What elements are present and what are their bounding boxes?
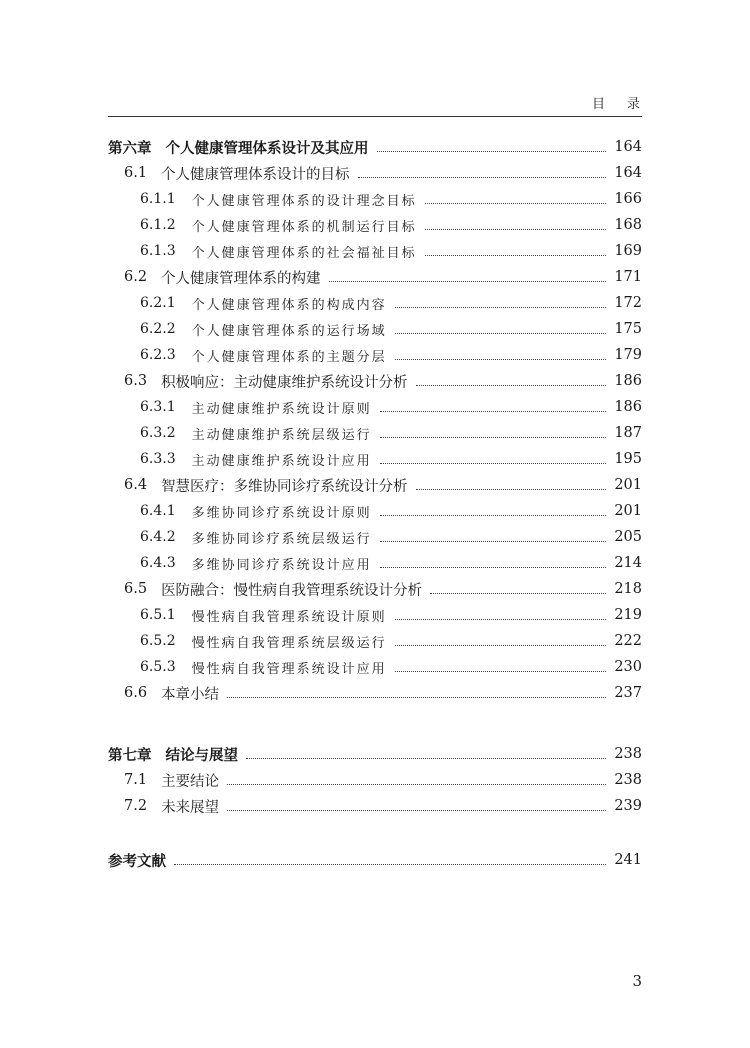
entry-title: 个人健康管理体系的主题分层 bbox=[191, 349, 387, 365]
entry-page: 237 bbox=[614, 685, 642, 701]
toc-entry-6-1-3[interactable] bbox=[108, 238, 642, 264]
toc-entry-6-2-2[interactable] bbox=[108, 316, 642, 342]
entry-title: 医防融合：慢性病自我管理系统设计分析 bbox=[161, 582, 423, 599]
leader-dots bbox=[358, 177, 607, 178]
entry-page: 201 bbox=[614, 477, 642, 493]
toc-entry-references[interactable] bbox=[108, 847, 642, 873]
entry-title: 个人健康管理体系设计的目标 bbox=[161, 166, 350, 183]
toc-entry-6-3-2[interactable] bbox=[108, 420, 642, 446]
entry-number: 6.3.1 bbox=[140, 399, 176, 415]
entry-title: 多维协同诊疗系统层级运行 bbox=[191, 531, 372, 547]
entry-page: 238 bbox=[614, 746, 642, 762]
toc-entry-6-2[interactable] bbox=[108, 264, 642, 290]
entry-page: 166 bbox=[614, 191, 642, 207]
leader-dots bbox=[430, 593, 606, 594]
entry-title: 个人健康管理体系的构建 bbox=[161, 270, 321, 287]
leader-dots bbox=[425, 229, 607, 230]
entry-page: 222 bbox=[614, 633, 642, 649]
entry-number: 6.2.2 bbox=[140, 321, 176, 337]
entry-page: 164 bbox=[614, 139, 642, 155]
entry-title: 个人健康管理体系的社会福祉目标 bbox=[191, 245, 417, 261]
leader-dots bbox=[380, 411, 607, 412]
entry-title: 主动健康维护系统设计原则 bbox=[191, 401, 372, 417]
toc-entry-6-5-3[interactable] bbox=[108, 654, 642, 680]
entry-page: 214 bbox=[614, 555, 642, 571]
entry-number: 6.1 bbox=[124, 165, 148, 181]
entry-title: 多维协同诊疗系统设计应用 bbox=[191, 557, 372, 573]
toc-entry-6-5-2[interactable] bbox=[108, 628, 642, 654]
leader-dots bbox=[246, 758, 606, 759]
toc-entry-6-4-3[interactable] bbox=[108, 550, 642, 576]
leader-dots bbox=[174, 864, 606, 865]
toc-entry-6-6[interactable] bbox=[108, 680, 642, 706]
entry-title: 多维协同诊疗系统设计原则 bbox=[191, 505, 372, 521]
entry-number: 6.4.2 bbox=[140, 529, 176, 545]
leader-dots bbox=[380, 437, 607, 438]
toc-entry-6-4[interactable] bbox=[108, 472, 642, 498]
leader-dots bbox=[227, 810, 606, 811]
toc-entry-6-3-1[interactable] bbox=[108, 394, 642, 420]
leader-dots bbox=[380, 567, 607, 568]
entry-page: 230 bbox=[614, 659, 642, 675]
entry-title: 本章小结 bbox=[161, 686, 220, 703]
toc-entry-6-5[interactable] bbox=[108, 576, 642, 602]
entry-number: 6.3.2 bbox=[140, 425, 176, 441]
leader-dots bbox=[395, 333, 607, 334]
entry-title: 积极响应：主动健康维护系统设计分析 bbox=[161, 374, 408, 391]
page-number: 3 bbox=[632, 972, 642, 990]
leader-dots bbox=[416, 385, 607, 386]
entry-number: 6.4.3 bbox=[140, 555, 176, 571]
entry-number: 7.2 bbox=[124, 798, 148, 814]
entry-number: 6.2 bbox=[124, 269, 148, 285]
entry-page: 238 bbox=[614, 772, 642, 788]
entry-number: 6.5 bbox=[124, 581, 148, 597]
entry-number: 6.1.3 bbox=[140, 243, 176, 259]
entry-page: 218 bbox=[614, 581, 642, 597]
toc-entry-6-3[interactable] bbox=[108, 368, 642, 394]
entry-title: 参考文献 bbox=[108, 853, 166, 870]
leader-dots bbox=[395, 671, 607, 672]
entry-number: 6.3 bbox=[124, 373, 148, 389]
toc-entry-6-4-2[interactable] bbox=[108, 524, 642, 550]
toc-entry-7-1[interactable] bbox=[108, 767, 642, 793]
entry-page: 169 bbox=[614, 243, 642, 259]
leader-dots bbox=[227, 697, 606, 698]
toc-entry-6-3-3[interactable] bbox=[108, 446, 642, 472]
entry-page: 186 bbox=[614, 399, 642, 415]
entry-title: 慢性病自我管理系统层级运行 bbox=[191, 635, 387, 651]
entry-title: 个人健康管理体系的运行场域 bbox=[191, 323, 387, 339]
entry-number: 6.4.1 bbox=[140, 503, 176, 519]
leader-dots bbox=[380, 541, 607, 542]
leader-dots bbox=[416, 489, 607, 490]
leader-dots bbox=[425, 255, 607, 256]
entry-page: 201 bbox=[614, 503, 642, 519]
leader-dots bbox=[377, 151, 607, 152]
toc-entry-6-5-1[interactable] bbox=[108, 602, 642, 628]
entry-title: 个人健康管理体系的构成内容 bbox=[191, 297, 387, 313]
entry-title: 结论与展望 bbox=[165, 747, 238, 764]
entry-page: 187 bbox=[614, 425, 642, 441]
toc-entry-7-2[interactable] bbox=[108, 793, 642, 819]
leader-dots bbox=[329, 281, 607, 282]
leader-dots bbox=[425, 203, 607, 204]
entry-page: 186 bbox=[614, 373, 642, 389]
entry-page: 239 bbox=[614, 798, 642, 814]
leader-dots bbox=[395, 307, 607, 308]
entry-title: 智慧医疗：多维协同诊疗系统设计分析 bbox=[161, 478, 408, 495]
entry-page: 219 bbox=[614, 607, 642, 623]
entry-number: 6.2.1 bbox=[140, 295, 176, 311]
toc-entry-6-1-2[interactable] bbox=[108, 212, 642, 238]
toc-entry-6-2-3[interactable] bbox=[108, 342, 642, 368]
toc-entry-6-1-1[interactable] bbox=[108, 186, 642, 212]
entry-number: 6.5.1 bbox=[140, 607, 176, 623]
leader-dots bbox=[395, 645, 607, 646]
entry-page: 179 bbox=[614, 347, 642, 363]
entry-number: 6.2.3 bbox=[140, 347, 176, 363]
entry-number: 6.5.2 bbox=[140, 633, 176, 649]
entry-title: 个人健康管理体系设计及其应用 bbox=[165, 140, 369, 157]
toc-entry-6-4-1[interactable] bbox=[108, 498, 642, 524]
entry-page: 195 bbox=[614, 451, 642, 467]
leader-dots bbox=[395, 619, 607, 620]
entry-title: 慢性病自我管理系统设计应用 bbox=[191, 661, 387, 677]
entry-title: 主动健康维护系统设计应用 bbox=[191, 453, 372, 469]
entry-title: 主动健康维护系统层级运行 bbox=[191, 427, 372, 443]
leader-dots bbox=[380, 515, 607, 516]
entry-page: 175 bbox=[614, 321, 642, 337]
leader-dots bbox=[227, 784, 606, 785]
toc-entry-chapter-7[interactable] bbox=[108, 741, 642, 767]
running-header: 目录 bbox=[591, 97, 662, 112]
entry-number: 6.3.3 bbox=[140, 451, 176, 467]
entry-page: 205 bbox=[614, 529, 642, 545]
entry-page: 241 bbox=[614, 852, 642, 868]
entry-number: 6.4 bbox=[124, 477, 148, 493]
entry-number: 第六章 bbox=[108, 140, 152, 157]
toc-entry-chapter-6[interactable] bbox=[108, 134, 642, 160]
header-rule bbox=[108, 116, 642, 117]
entry-number: 7.1 bbox=[124, 772, 148, 788]
entry-title: 个人健康管理体系的设计理念目标 bbox=[191, 193, 417, 209]
toc-entry-6-1[interactable] bbox=[108, 160, 642, 186]
entry-page: 171 bbox=[614, 269, 642, 285]
entry-number: 6.1.1 bbox=[140, 191, 176, 207]
entry-title: 主要结论 bbox=[161, 773, 220, 790]
entry-title: 慢性病自我管理系统设计原则 bbox=[191, 609, 387, 625]
entry-number: 6.1.2 bbox=[140, 217, 176, 233]
entry-title: 个人健康管理体系的机制运行目标 bbox=[191, 219, 417, 235]
entry-page: 172 bbox=[614, 295, 642, 311]
entry-page: 168 bbox=[614, 217, 642, 233]
toc-entry-6-2-1[interactable] bbox=[108, 290, 642, 316]
entry-page: 164 bbox=[614, 165, 642, 181]
entry-number: 6.6 bbox=[124, 685, 148, 701]
entry-number: 第七章 bbox=[108, 747, 152, 764]
leader-dots bbox=[380, 463, 607, 464]
entry-title: 未来展望 bbox=[161, 799, 220, 816]
leader-dots bbox=[395, 359, 607, 360]
entry-number: 6.5.3 bbox=[140, 659, 176, 675]
